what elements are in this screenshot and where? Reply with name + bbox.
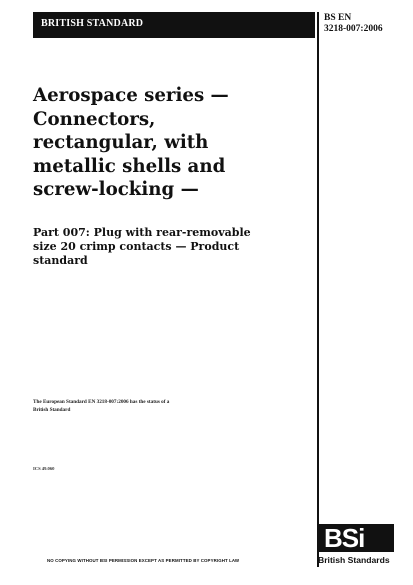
publisher-label: BRITISH STANDARD [41, 18, 144, 29]
document-subtitle [33, 226, 313, 268]
status-note [33, 398, 273, 414]
status-line: British Standard [33, 407, 71, 413]
title-line: metallic shells and [33, 155, 226, 177]
copyright-notice: NO COPYING WITHOUT BSI PERMISSION EXCEPT AS PERMITTED BY COPYRIGHT LAW [47, 558, 240, 563]
ics-code: ICS 49.060 [33, 466, 55, 471]
title-line: rectangular, with [33, 132, 209, 153]
standard-number-line1: BS EN [324, 13, 352, 23]
title-line: Connectors, [33, 108, 156, 130]
header-bar [33, 12, 315, 38]
bsi-logo-caption: British Standards [318, 555, 390, 565]
subtitle-line: size 20 crimp contacts — Product [33, 240, 240, 253]
title-line: screw-locking — [33, 179, 199, 200]
bsi-logo [318, 524, 396, 572]
bsi-logo-letters: BSi [324, 523, 365, 553]
standard-number [324, 13, 383, 35]
subtitle-line: Part 007: Plug with rear-removable [33, 226, 251, 239]
title-line: Aerospace series — [33, 85, 229, 106]
document-title [33, 84, 313, 202]
subtitle-line: standard [33, 254, 88, 267]
status-line: The European Standard EN 3218-007:2006 has the status of a [33, 399, 170, 405]
standard-number-line2: 3218-007:2006 [324, 24, 383, 34]
bsi-logo-mark [318, 524, 394, 552]
vertical-rule [317, 12, 319, 567]
